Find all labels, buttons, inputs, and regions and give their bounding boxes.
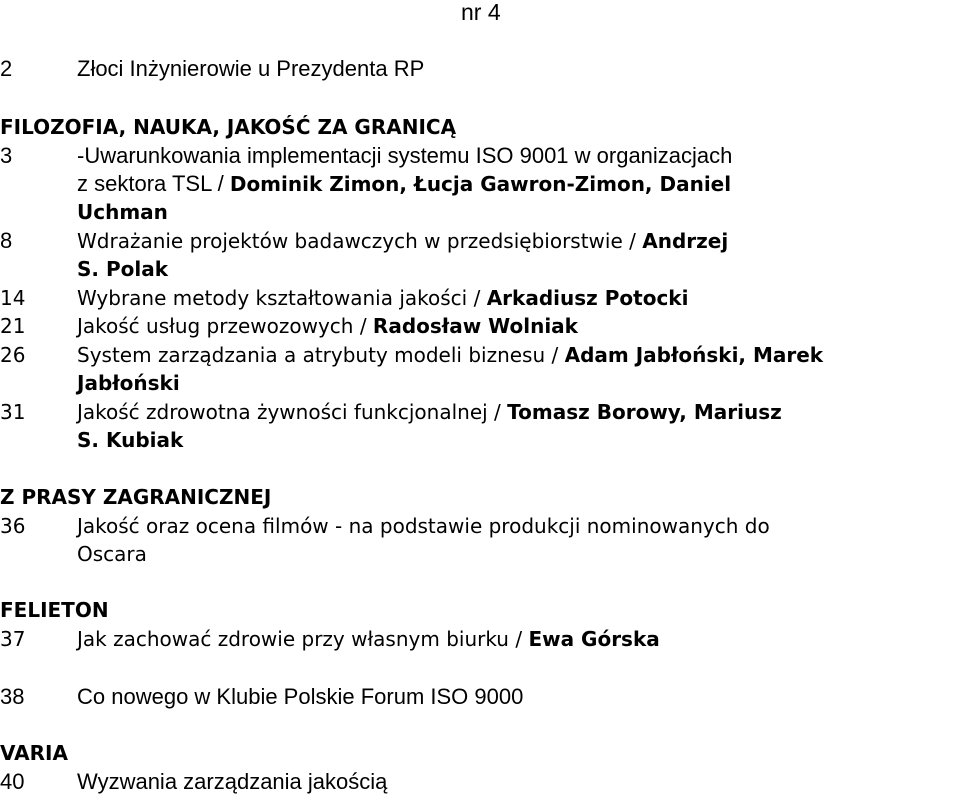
entry-author: Tomasz Borowy, Mariusz — [507, 400, 782, 424]
entry-author: Radosław Wolniak — [372, 314, 578, 338]
entry-title: Jak zachować zdrowie przy własnym biurku / Ewa Górska — [77, 627, 660, 651]
entry-title: Co nowego w Klubie Polskie Forum ISO 9000 — [77, 684, 524, 709]
page-number: 3 — [0, 143, 13, 168]
entry-title: Wyzwania zarządzania jakością — [77, 769, 388, 794]
page-number: 14 — [0, 286, 26, 310]
page-number: 38 — [0, 684, 25, 709]
section-heading: Z PRASY ZAGRANICZNEJ — [0, 485, 272, 509]
entry-author: S. Kubiak — [77, 428, 184, 452]
issue-number: nr 4 — [461, 0, 501, 25]
entry-author: Dominik Zimon, Łucja Gawron-Zimon, Daniel — [229, 172, 732, 196]
section-heading: FILOZOFIA, NAUKA, JAKOŚĆ ZA GRANICĄ — [0, 115, 457, 139]
section-heading: FELIETON — [0, 598, 109, 622]
entry-title: System zarządzania a atrybuty modeli biznesu / Adam Jabłoński, Marek Jabłoński — [77, 343, 824, 395]
page-number: 37 — [0, 627, 26, 651]
section-heading: VARIA — [0, 741, 68, 765]
entry-author: Arkadiusz Potocki — [486, 286, 689, 310]
page-number: 31 — [0, 400, 26, 424]
page-number: 8 — [0, 228, 13, 253]
entry-title: Złoci Inżynierowie u Prezydenta RP — [77, 56, 425, 81]
page-number: 26 — [0, 343, 26, 367]
entry-title: Wybrane metody kształtowania jakości / Arkadiusz Potocki — [77, 286, 689, 310]
page-number: 40 — [0, 769, 25, 794]
entry-title: Jakość oraz ocena filmów - na podstawie produkcji nominowanych do Oscara — [77, 514, 770, 566]
entry-title: -Uwarunkowania implementacji systemu ISO 9001 w organizacjach z sektora TSL / Dominik Zimon, Łucja Gawron-Zimon, Daniel Uchman — [77, 143, 733, 224]
entry-author: Ewa Górska — [528, 627, 660, 651]
entry-author: Jabłoński — [77, 371, 180, 395]
entry-author: Andrzej — [642, 229, 729, 253]
entry-title: Jakość usług przewozowych / Radosław Wolniak — [77, 314, 578, 338]
page-number: 2 — [0, 56, 13, 81]
entry-author: Adam Jabłoński, Marek — [564, 343, 824, 367]
entry-author: S. Polak — [77, 257, 169, 281]
entry-title: Wdrażanie projektów badawczych w przedsiębiorstwie / Andrzej S. Polak — [77, 229, 729, 281]
entry-title: Jakość zdrowotna żywności funkcjonalnej / Tomasz Borowy, Mariusz S. Kubiak — [77, 400, 782, 452]
entry-author: Uchman — [77, 200, 168, 224]
page-number: 21 — [0, 314, 26, 338]
page-number: 36 — [0, 514, 26, 538]
